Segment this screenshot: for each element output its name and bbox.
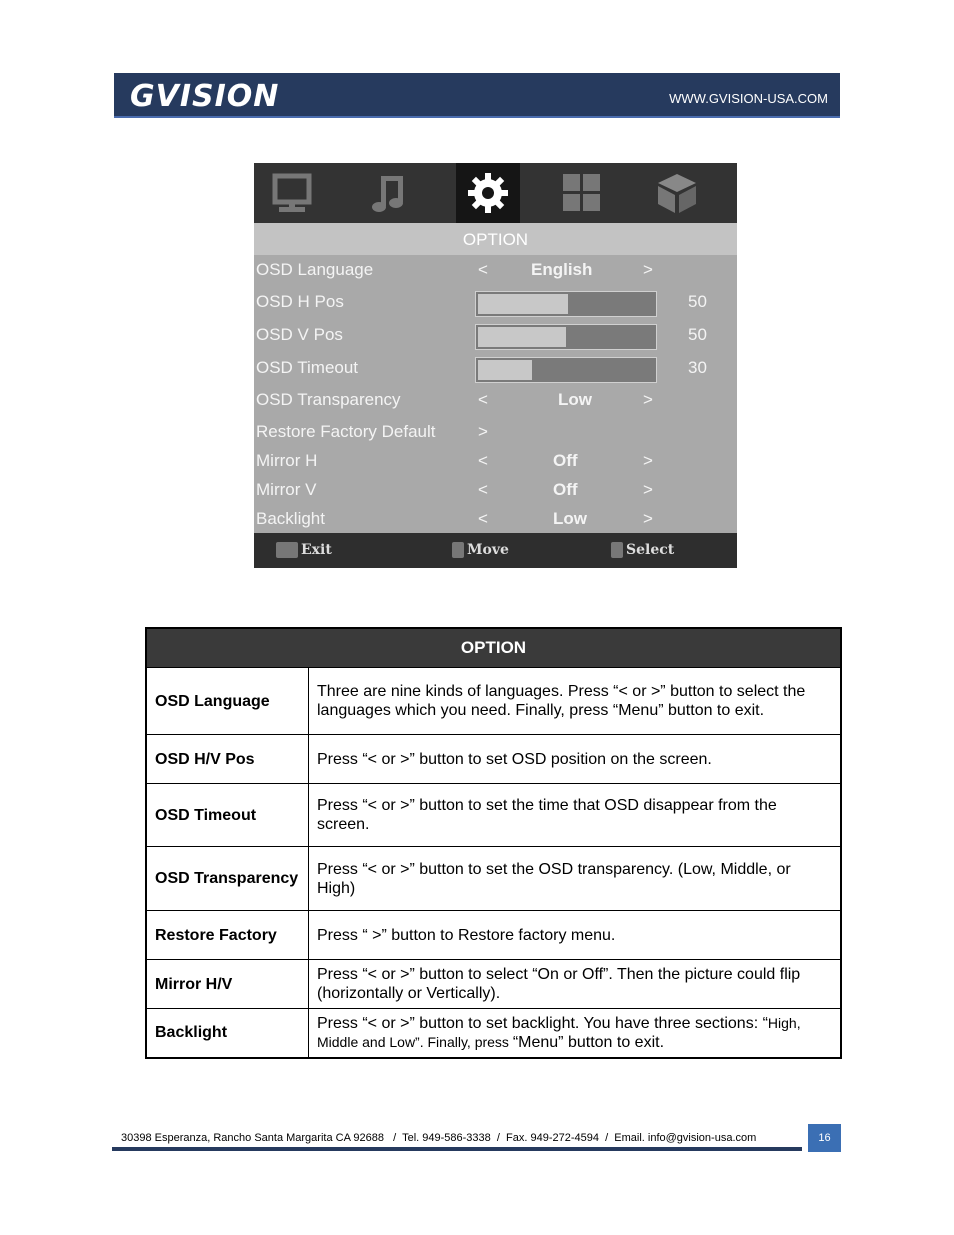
cube-icon xyxy=(654,170,700,216)
osd-row-restore-factory[interactable] xyxy=(254,418,737,450)
left-right-key-icon xyxy=(611,542,623,558)
move-label: Move xyxy=(467,542,509,558)
right-arrow[interactable]: > xyxy=(643,260,653,279)
osd-tab-option[interactable] xyxy=(456,163,520,223)
gvision-logo: GVISION xyxy=(130,79,280,114)
osd-row-label: Mirror V xyxy=(256,480,317,499)
left-arrow[interactable]: < xyxy=(478,260,488,279)
osd-tab-picture[interactable] xyxy=(260,163,324,223)
table-row xyxy=(146,847,841,911)
slider-fill xyxy=(478,327,566,347)
osd-move-hint[interactable] xyxy=(452,542,509,558)
right-arrow[interactable]: > xyxy=(643,509,653,528)
up-down-key-icon xyxy=(452,542,464,558)
osd-row-label: OSD Transparency xyxy=(256,390,401,409)
osd-row-value: Low xyxy=(553,509,587,528)
osd-row-label: Restore Factory Default xyxy=(256,422,436,441)
osd-row-v-pos[interactable] xyxy=(254,321,737,353)
osd-menu-screenshot xyxy=(254,163,737,568)
option-name: OSD Language xyxy=(146,668,309,735)
table-row xyxy=(146,668,841,735)
option-description: Press “< or >” button to set OSD position on the screen. xyxy=(309,735,842,784)
table-row xyxy=(146,1009,841,1058)
osd-tab-layout[interactable] xyxy=(550,163,614,223)
osd-select-hint[interactable] xyxy=(611,542,674,558)
right-arrow[interactable]: > xyxy=(478,422,488,441)
website-url: WWW.GVISION-USA.COM xyxy=(669,91,828,106)
table-row xyxy=(146,784,841,847)
osd-row-label: OSD Timeout xyxy=(256,358,359,377)
table-row xyxy=(146,735,841,784)
right-arrow[interactable]: > xyxy=(643,480,653,499)
option-name: OSD H/V Pos xyxy=(146,735,309,784)
left-arrow[interactable]: < xyxy=(478,480,488,499)
slider-fill xyxy=(478,294,568,314)
footer-contact: 30398 Esperanza, Rancho Santa Margarita CA 92688 / Tel. 949-586-3338 / Fax. 949-272-4594 / Email. info@gvision-usa.com xyxy=(121,1132,757,1144)
osd-row-value: English xyxy=(531,260,593,279)
osd-row-label: Backlight xyxy=(256,509,325,528)
osd-tab-misc[interactable] xyxy=(645,163,709,223)
option-name: OSD Timeout xyxy=(146,784,309,847)
gear-icon xyxy=(465,170,511,216)
monitor-icon xyxy=(269,170,315,216)
music-icon xyxy=(366,170,412,216)
select-label: Select xyxy=(626,542,675,558)
osd-row-label: OSD V Pos xyxy=(256,325,343,344)
osd-row-value: Off xyxy=(553,480,578,499)
osd-row-h-pos[interactable] xyxy=(254,288,737,320)
osd-row-label: Mirror H xyxy=(256,451,318,470)
osd-row-label: OSD Language xyxy=(256,260,374,279)
osd-row-number: 30 xyxy=(688,358,707,377)
right-arrow[interactable]: > xyxy=(643,390,653,409)
page-number: 16 xyxy=(808,1124,841,1152)
left-arrow[interactable]: < xyxy=(478,390,488,409)
option-name: Backlight xyxy=(146,1009,309,1058)
desc-part: High, Middle and Low”. Finally, press xyxy=(317,1014,801,1050)
timeout-slider[interactable] xyxy=(475,357,657,383)
table-row xyxy=(146,960,841,1009)
osd-tab-audio[interactable] xyxy=(357,163,421,223)
osd-row-value: Low xyxy=(558,390,592,409)
osd-title: OPTION xyxy=(254,223,737,255)
option-description: Press “< or >” button to select “On or Off”. Then the picture could flip (horizontally or Vertically). xyxy=(309,960,842,1009)
option-description-table xyxy=(145,627,842,1059)
osd-tab-bar xyxy=(254,163,737,223)
option-name: OSD Transparency xyxy=(146,847,309,911)
table-row xyxy=(146,911,841,960)
osd-row-language[interactable] xyxy=(254,256,737,288)
table-header: OPTION xyxy=(146,628,841,668)
osd-row-number: 50 xyxy=(688,325,707,344)
osd-row-mirror-v[interactable] xyxy=(254,476,737,508)
osd-row-value: Off xyxy=(553,451,578,470)
osd-row-timeout[interactable] xyxy=(254,354,737,386)
option-name: Restore Factory xyxy=(146,911,309,960)
left-arrow[interactable]: < xyxy=(478,509,488,528)
desc-part: Press “< or >” button to set backlight. You have three sections: “ xyxy=(317,1014,768,1032)
osd-row-mirror-h[interactable] xyxy=(254,447,737,479)
option-description: Press “ >” button to Restore factory menu. xyxy=(309,911,842,960)
menu-key-icon xyxy=(276,542,298,558)
h-pos-slider[interactable] xyxy=(475,291,657,317)
option-description: Press “< or >” button to set the OSD transparency. (Low, Middle, or High) xyxy=(309,847,842,911)
option-description: Three are nine kinds of languages. Press “< or >” button to select the languages which you need. Finally, press “Menu” button to exit. xyxy=(309,668,842,735)
option-description xyxy=(309,1009,842,1058)
osd-footer-bar xyxy=(254,533,737,568)
footer-divider xyxy=(112,1147,802,1151)
option-description: Press “< or >” button to set the time that OSD disappear from the screen. xyxy=(309,784,842,847)
osd-row-transparency[interactable] xyxy=(254,386,737,418)
osd-row-number: 50 xyxy=(688,292,707,311)
exit-label: Exit xyxy=(301,542,332,558)
page-header xyxy=(114,73,840,118)
slider-fill xyxy=(478,360,532,380)
option-name: Mirror H/V xyxy=(146,960,309,1009)
osd-row-label: OSD H Pos xyxy=(256,292,344,311)
desc-part: “Menu” button to exit. xyxy=(512,1033,665,1051)
v-pos-slider[interactable] xyxy=(475,324,657,350)
osd-exit-hint[interactable] xyxy=(276,542,332,558)
left-arrow[interactable]: < xyxy=(478,451,488,470)
right-arrow[interactable]: > xyxy=(643,451,653,470)
grid-icon xyxy=(559,170,605,216)
